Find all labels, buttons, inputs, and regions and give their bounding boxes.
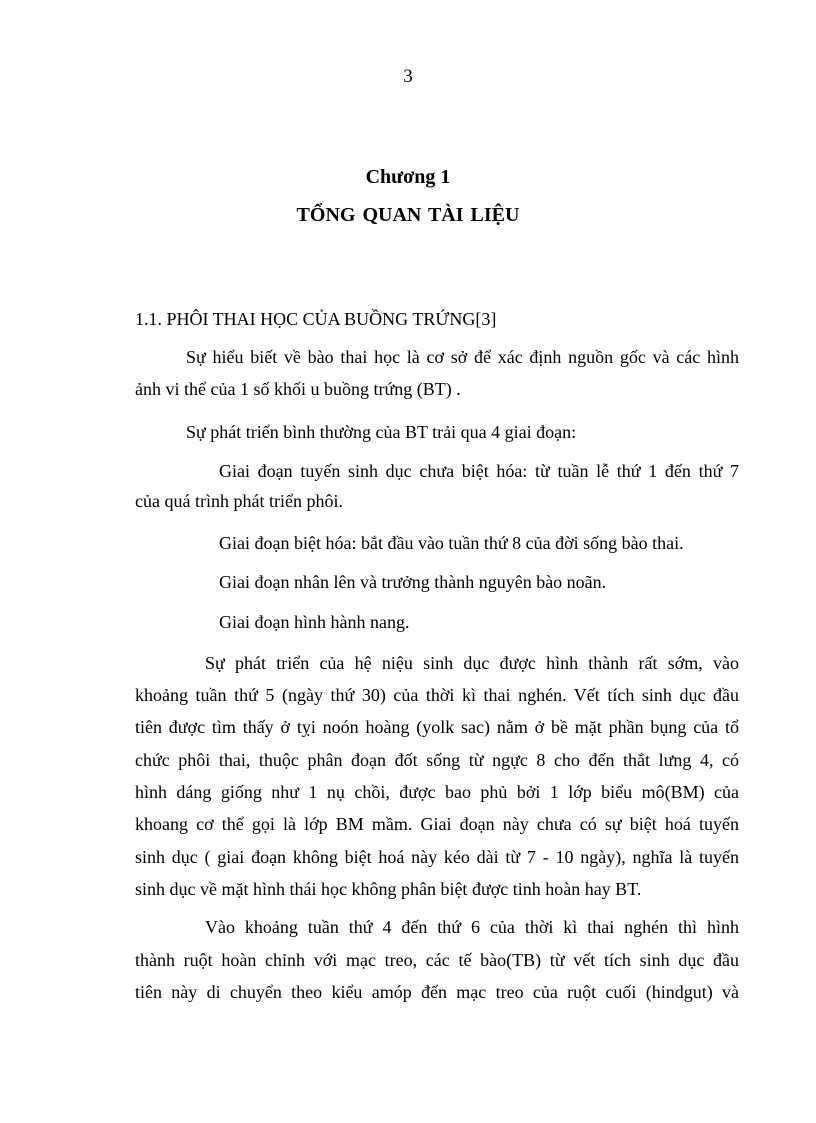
paragraph-line: Sự hiểu biết về bào thai học là cơ sở để xác định nguồn gốc và các hình [186,347,739,367]
paragraph-line: Vào khoảng tuần thứ 4 đến thứ 6 của thời kì thai nghén thì hình [205,917,739,937]
paragraph-line: sinh dục về mặt hình thái học không phân biệt được tinh hoàn hay BT. [135,879,642,899]
stage-item: Giai đoạn tuyến sinh dục chưa biệt hóa: từ tuần lễ thứ 1 đến thứ 7 [219,461,739,481]
stage-item: Giai đoạn biệt hóa: bắt đầu vào tuần thứ 8 của đời sống bào thai. [219,533,684,553]
chapter-label: Chương 1 [365,166,451,188]
paragraph-line: khoang cơ thể gọi là lớp BM mầm. Giai đoạn này chưa có sự biệt hoá tuyến [135,814,739,834]
paragraph-line: Sự phát triển của hệ niệu sinh dục được hình thành rất sớm, vào [205,653,739,673]
paragraph-line: sinh dục ( giai đoạn không biệt hoá này kéo dài từ 7 - 10 ngày), nghĩa là tuyến [135,847,739,867]
section-heading: 1.1. PHÔI THAI HỌC CỦA BUỒNG TRỨNG[3] [135,309,497,329]
paragraph-line: Sự phát triển bình thường của BT trải qua 4 giai đoạn: [186,422,577,442]
stage-item-continuation: của quá trình phát triển phôi. [135,491,343,511]
stage-item: Giai đoạn nhân lên và trưởng thành nguyên bào noãn. [219,572,607,592]
page-number: 3 [403,66,413,87]
paragraph-line: thành ruột hoàn chỉnh với mạc treo, các tế bào(TB) từ vết tích sinh dục đầu [135,950,739,970]
paragraph-line: chức phôi thai, thuộc phân đoạn đốt sống từ ngực 8 cho đến thắt lưng 4, có [135,750,739,770]
paragraph-line: khoảng tuần thứ 5 (ngày thứ 30) của thời kì thai nghén. Vết tích sinh dục đầu [135,685,739,705]
paragraph-line: tiên được tìm thấy ở tỵi noón hoàng (yolk sac) nằm ở bề mặt phần bụng của tổ [135,717,739,737]
paragraph-line: tiên này di chuyển theo kiểu amóp đến mạc treo của ruột cuối (hindgut) và [135,982,739,1002]
paragraph-line: hình dáng giống như 1 nụ chồi, được bao phủ bởi 1 lớp biểu mô(BM) của [135,782,739,802]
paragraph-line: ảnh vi thể của 1 số khối u buồng trứng (BT) . [135,379,461,399]
chapter-title: TỔNG QUAN TÀI LIỆU [296,204,520,226]
stage-item: Giai đoạn hình hành nang. [219,612,410,632]
